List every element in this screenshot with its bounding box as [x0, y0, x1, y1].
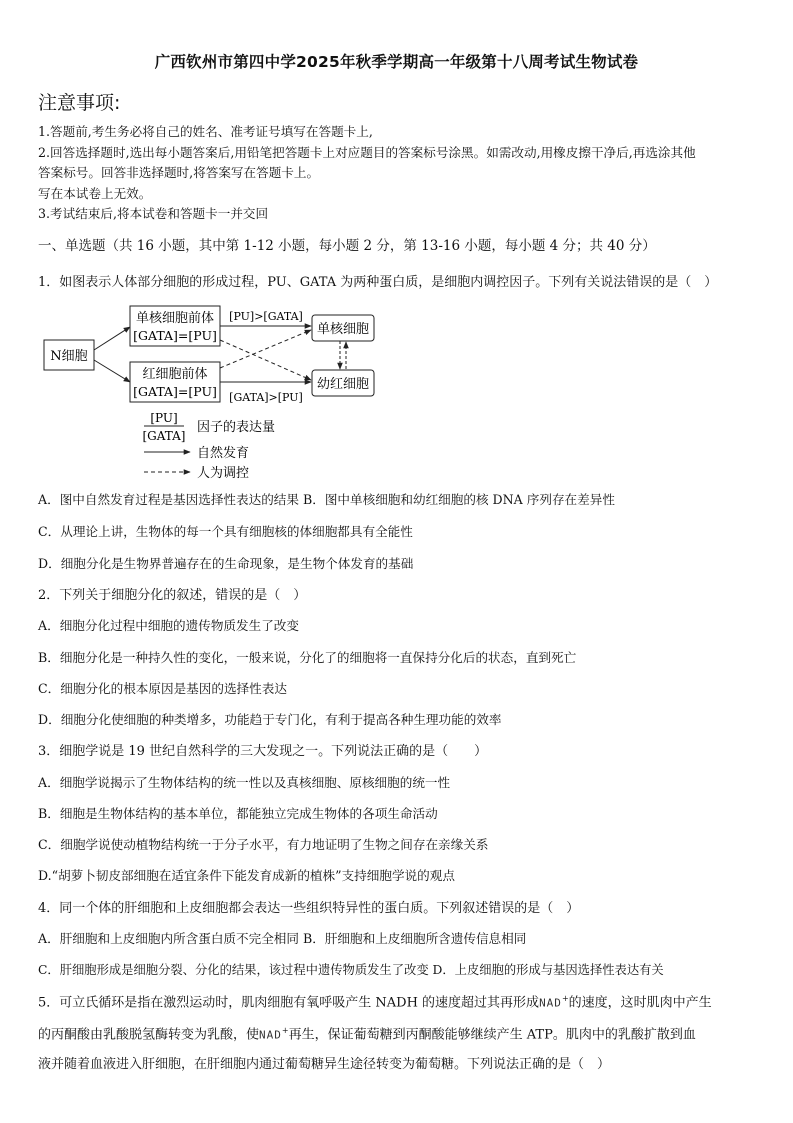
question-3-option: D.“胡萝卜韧皮部细胞在适宜条件下能发育成新的植株”支持细胞学说的观点	[38, 868, 455, 883]
q5-text: 5．可立氏循环是指在激烈运动时，肌肉细胞有氧呼吸产生 NADH 的速度超过其再形成	[38, 995, 540, 1011]
arrow-n-to-mono-pre	[94, 327, 130, 350]
legend-frac-bottom: [GATA]	[142, 429, 186, 443]
legend-frac-top: [PU]	[150, 411, 178, 425]
label-pu-gt-gata: [PU]>[GATA]	[229, 310, 303, 323]
exam-title: 广西钦州市第四中学2025年秋季学期高一年级第十八周考试生物试卷	[154, 53, 639, 71]
notice-line: 3.考试结束后,将本试卷和答题卡一并交回	[38, 206, 269, 221]
q5-text: 的丙酮酸由乳酸脱氢酶转变为乳酸，使	[38, 1027, 260, 1043]
legend-factor-label: 因子的表达量	[197, 420, 276, 435]
notice-line: 写在本试卷上无效。	[38, 186, 152, 201]
notice-heading: 注意事项:	[38, 92, 121, 114]
dashed-arrow-mono-pre-to-ery	[220, 340, 311, 380]
question-5-stem-line-3: 液并随着血液进入肝细胞，在肝细胞内通过葡萄糖异生途径转变为葡萄糖。下列说法正确的是（ ）	[38, 1057, 611, 1072]
question-3-option: A．细胞学说揭示了生物体结构的统一性以及真核细胞、原核细胞的统一性	[38, 775, 451, 790]
nad-label: NAD	[539, 996, 562, 1010]
ery-cell-label: 幼红细胞	[316, 377, 370, 392]
nad-plus: +	[281, 1026, 289, 1035]
n-cell-label: N细胞	[50, 349, 88, 364]
question-2-option: A．细胞分化过程中细胞的遗传物质发生了改变	[38, 618, 299, 633]
question-5-stem-line-1	[38, 995, 758, 1009]
question-2-stem: 2．下列关于细胞分化的叙述，错误的是（ ）	[38, 588, 307, 603]
question-2-option: C．细胞分化的根本原因是基因的选择性表达	[38, 681, 287, 696]
question-3-option: B．细胞是生物体结构的基本单位，都能独立完成生物体的各项生命活动	[38, 806, 438, 821]
question-1-stem: 1．如图表示人体部分细胞的形成过程，PU、GATA 为两种蛋白质，是细胞内调控因子。下列有关说法错误的是（ ）	[38, 275, 718, 290]
q5-text: 的速度，这时肌肉中产生	[568, 995, 712, 1011]
mono-precursor-ratio: [GATA]=[PU]	[133, 328, 217, 343]
notice-line: 2.回答选择题时,选出每小题答案后,用铅笔把答题卡上对应题目的答案标号涂黑。如需改动,用橡皮擦干净后,再选涂其他	[38, 145, 696, 160]
question-1-option: C．从理论上讲，生物体的每一个具有细胞核的体细胞都具有全能性	[38, 524, 413, 539]
question-1-option: A．图中自然发育过程是基因选择性表达的结果 B．图中单核细胞和幼红细胞的核 DNA 序列存在差异性	[38, 492, 615, 507]
question-2-option: B．细胞分化是一种持久性的变化，一般来说，分化了的细胞将一直保持分化后的状态，直到死亡	[38, 650, 577, 665]
legend-artificial-label: 人为调控	[197, 466, 250, 481]
cell-differentiation-diagram	[40, 302, 420, 484]
notice-line: 1.答题前,考生务必将自己的姓名、准考证号填写在答题卡上,	[38, 124, 373, 139]
notice-line: 答案标号。回答非选择题时,将答案写在答题卡上。	[38, 165, 320, 180]
mono-cell-label: 单核细胞	[316, 322, 370, 337]
arrow-n-to-ery-pre	[94, 360, 130, 382]
question-1-option: D．细胞分化是生物界普遍存在的生命现象，是生物个体发育的基础	[38, 556, 414, 571]
ery-precursor-ratio: [GATA]=[PU]	[133, 384, 217, 399]
question-4-option: C．肝细胞形成是细胞分裂、分化的结果，该过程中遗传物质发生了改变 D．上皮细胞的形成与基因选择性表达有关	[38, 963, 664, 977]
mono-precursor-label: 单核细胞前体	[135, 311, 215, 326]
question-4-stem: 4．同一个体的肝细胞和上皮细胞都会表达一些组织特异性的蛋白质。下列叙述错误的是（ ）	[38, 901, 580, 916]
question-2-option: D．细胞分化使细胞的种类增多，功能趋于专门化，有利于提高各种生理功能的效率	[38, 712, 502, 727]
question-5-stem-line-2	[38, 1027, 758, 1041]
question-3-option: C．细胞学说使动植物结构统一于分子水平，有力地证明了生物之间存在亲缘关系	[38, 837, 489, 852]
nad-plus: +	[561, 994, 569, 1003]
ery-precursor-label: 红细胞前体	[142, 367, 208, 382]
dashed-arrow-ery-pre-to-mono	[220, 330, 311, 368]
nad-label: NAD	[259, 1028, 282, 1042]
q5-text: 再生，保证葡萄糖到丙酮酸能够继续产生 ATP。肌肉中的乳酸扩散到血	[288, 1027, 696, 1043]
legend-natural-label: 自然发育	[197, 446, 250, 461]
section-heading: 一、单选题（共 16 小题，其中第 1-12 小题，每小题 2 分，第 13-16 小题，每小题 4 分；共 40 分）	[38, 238, 656, 254]
question-4-option: A．肝细胞和上皮细胞内所含蛋白质不完全相同 B．肝细胞和上皮细胞所含遗传信息相同	[38, 931, 527, 946]
question-3-stem: 3．细胞学说是 19 世纪自然科学的三大发现之一。下列说法正确的是（ ）	[38, 744, 488, 759]
label-gata-gt-pu: [GATA]>[PU]	[229, 391, 303, 404]
